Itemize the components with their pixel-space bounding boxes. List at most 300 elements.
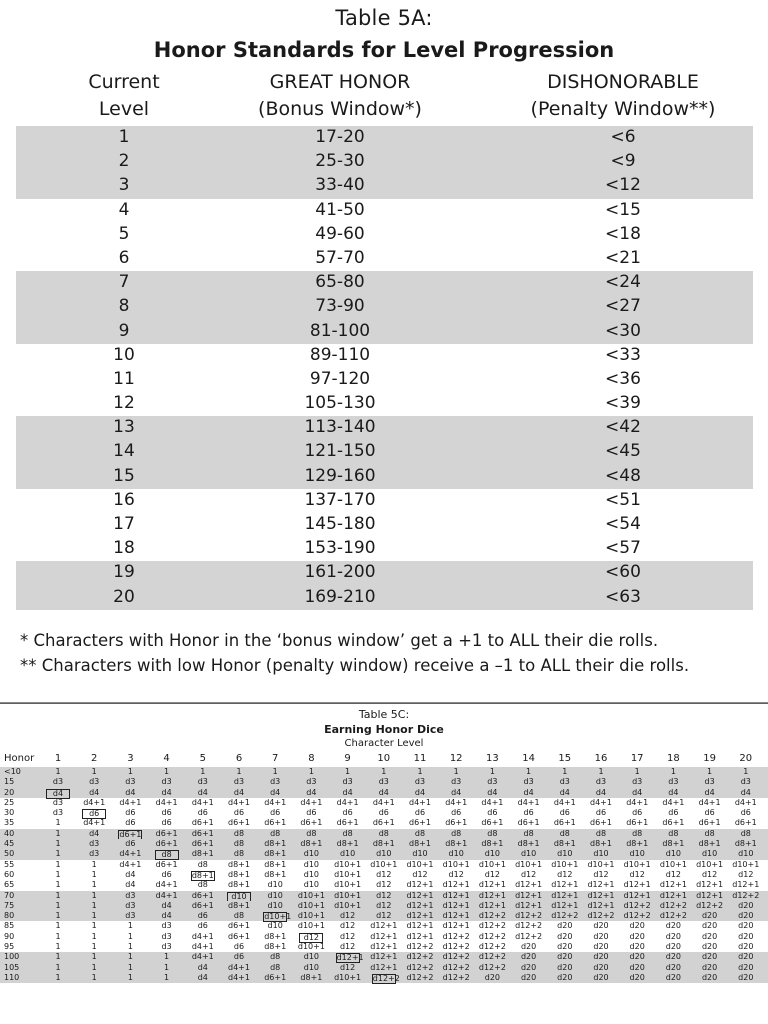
table-row (0, 901, 768, 911)
table-row (16, 126, 753, 150)
level-cell: 8 (118, 296, 130, 317)
dice-cell: d8+1 (734, 839, 757, 849)
dice-cell: d8 (233, 911, 245, 921)
dice-cell: d20 (738, 921, 754, 931)
header-dishonorable-line2: (Penalty Window**) (530, 98, 716, 120)
level-column-header: 14 (522, 753, 535, 764)
honor-cell: 60 (4, 869, 15, 879)
dice-cell: 1 (272, 767, 278, 776)
dice-cell: d12+1 (370, 921, 398, 931)
dice-cell: d12+2 (406, 962, 434, 972)
honor-cell: 75 (4, 900, 15, 910)
table-row (0, 952, 768, 962)
dice-cell: d4 (197, 962, 208, 972)
dice-cell: d6+1 (191, 828, 214, 838)
level-column-header: 11 (413, 753, 427, 764)
dice-cell: d12+2 (515, 911, 543, 921)
dice-cell: d8+1 (191, 849, 214, 859)
dice-cell: d4+1 (409, 797, 431, 807)
header-great-honor-line1: GREAT HONOR (269, 71, 411, 93)
table-5c-subtitle: Earning Honor Dice (324, 723, 444, 736)
great-honor-cell: 161-200 (304, 562, 376, 583)
dice-cell: d6 (233, 952, 245, 962)
dice-cell: d3 (89, 839, 100, 849)
level-column-header: 1 (54, 753, 62, 764)
dice-cell: 1 (55, 869, 61, 879)
dice-cell: d4 (161, 787, 172, 797)
dice-cell: 1 (91, 972, 97, 982)
dice-cell: d20 (629, 942, 645, 952)
dice-cell: d8+1 (264, 849, 287, 859)
dice-cell: d10 (593, 849, 609, 859)
dice-cell: d6 (342, 808, 353, 818)
dice-cell: 1 (55, 931, 61, 941)
dice-cell: d3 (523, 777, 534, 787)
table-row (16, 344, 753, 368)
dice-cell: d20 (557, 942, 573, 952)
dice-cell: 1 (91, 890, 97, 900)
dice-cell: d3 (161, 931, 172, 941)
dice-cell: d4 (270, 787, 281, 797)
dice-cell: 1 (91, 921, 97, 931)
dice-cell: d20 (701, 952, 718, 962)
dice-cell: d4+1 (553, 797, 576, 807)
dice-cell: d6 (161, 818, 172, 828)
dice-cell: d12+2 (406, 972, 434, 982)
dice-cell: d10 (448, 849, 464, 859)
level-column-header: 7 (272, 753, 279, 764)
dice-cell: d20 (593, 952, 609, 962)
dice-cell: d20 (665, 942, 682, 952)
honor-cell: 55 (4, 859, 15, 869)
dice-cell: d4+1 (155, 890, 178, 900)
highlighted-dice-cell: d10+1 (264, 912, 292, 922)
dice-cell: d3 (52, 808, 64, 818)
dishonorable-cell: <63 (605, 586, 641, 607)
dice-cell: d6 (306, 808, 317, 818)
dice-cell: d6 (270, 808, 281, 818)
table-row (0, 808, 768, 818)
dice-cell: d10+1 (334, 972, 362, 982)
dice-cell: 1 (91, 900, 97, 910)
dice-cell: d4 (125, 880, 136, 890)
dice-cell: 1 (634, 767, 640, 776)
honor-cell: 50 (4, 849, 15, 859)
great-honor-cell: 89-110 (309, 344, 371, 365)
dice-cell: d10+1 (297, 911, 325, 921)
level-cell: 4 (118, 199, 130, 220)
dice-cell: d12+1 (370, 931, 398, 941)
dice-cell: d10+1 (297, 942, 325, 952)
dice-cell: d12+1 (515, 900, 543, 910)
dice-cell: d8+1 (662, 839, 685, 849)
dice-cell: d20 (738, 942, 754, 952)
level-cell: 19 (113, 562, 135, 583)
dice-cell: d12+1 (696, 890, 724, 900)
honor-cell: 90 (4, 931, 15, 941)
dice-cell: d3 (414, 777, 426, 787)
dice-cell: d12+2 (442, 962, 470, 972)
dice-cell: d12+2 (623, 911, 651, 921)
dice-cell: d4 (89, 787, 100, 797)
dice-cell: d4 (668, 787, 679, 797)
honor-cell: <10 (4, 767, 21, 776)
dice-cell: d3 (52, 797, 64, 807)
dice-cell: 1 (164, 767, 170, 776)
dice-cell: d6+1 (734, 818, 757, 828)
level-column-header: 2 (91, 753, 98, 764)
highlighted-dice-cell: d6 (82, 809, 106, 819)
dice-cell: 1 (55, 839, 61, 849)
dice-cell: d12+1 (406, 921, 434, 931)
dice-cell: d6+1 (553, 818, 576, 828)
dice-cell: 1 (670, 767, 676, 776)
great-honor-cell: 137-170 (304, 489, 376, 510)
dice-cell: d10+1 (442, 859, 470, 869)
dice-cell: d20 (701, 942, 718, 952)
dice-cell: d8 (668, 828, 679, 838)
header-great-honor-line2: (Bonus Window*) (258, 98, 422, 120)
great-honor-cell: 81-100 (309, 320, 371, 341)
dice-cell: d12+1 (442, 880, 470, 890)
dice-cell: d12+1 (587, 900, 615, 910)
dishonorable-cell: <12 (605, 175, 641, 196)
table-5c-header-row (0, 752, 768, 767)
dice-cell: d3 (52, 777, 64, 787)
dice-cell: 1 (91, 911, 97, 921)
dice-cell: d4+1 (191, 952, 214, 962)
table-row (0, 942, 768, 952)
dishonorable-cell: <60 (605, 562, 641, 583)
dice-cell: d8+1 (553, 839, 576, 849)
level-cell: 15 (113, 465, 135, 486)
table-row (16, 416, 753, 440)
dice-cell: d3 (668, 777, 679, 787)
dice-cell: d4+1 (445, 797, 468, 807)
level-column-header: 16 (594, 753, 608, 764)
dice-cell: d8 (342, 828, 353, 838)
table-row (0, 973, 768, 983)
dice-cell: 1 (127, 931, 133, 941)
dice-cell: d20 (593, 931, 609, 941)
dice-cell: d12+2 (659, 911, 687, 921)
dice-cell: d3 (233, 777, 245, 787)
dice-cell: 1 (598, 767, 604, 776)
dice-cell: d6+1 (590, 818, 612, 828)
dice-cell: d12 (629, 869, 645, 879)
dice-cell: d3 (632, 777, 643, 787)
dice-cell: d8 (704, 828, 715, 838)
dice-cell: d3 (89, 849, 100, 859)
table-row (0, 777, 768, 787)
highlighted-dice-cell: d10 (227, 892, 251, 902)
honor-cell: 95 (4, 942, 15, 952)
dice-cell: d12+1 (732, 880, 760, 890)
dice-cell: d20 (665, 952, 682, 962)
table-row (16, 295, 753, 319)
level-column-header: 20 (739, 753, 753, 764)
dice-cell: d20 (738, 962, 754, 972)
dice-cell: d20 (738, 972, 754, 982)
dice-cell: d4+1 (372, 797, 395, 807)
dice-cell: 1 (489, 767, 495, 776)
dice-cell: d20 (701, 911, 718, 921)
dice-cell: d10 (303, 880, 320, 890)
dice-cell: d8+1 (626, 839, 649, 849)
dice-cell: d12+2 (623, 900, 651, 910)
dice-cell: d4 (161, 911, 172, 921)
level-cell: 20 (113, 586, 135, 607)
table-row (0, 921, 768, 931)
level-cell: 6 (118, 247, 130, 268)
dice-cell: d4 (197, 787, 208, 797)
great-honor-cell: 97-120 (309, 368, 371, 389)
dice-cell: d10+1 (334, 859, 362, 869)
dice-cell: d4+1 (119, 849, 142, 859)
dice-cell: d20 (557, 952, 573, 962)
dice-cell: d4 (595, 787, 607, 797)
dice-cell: d10+1 (297, 890, 325, 900)
dishonorable-cell: <9 (610, 151, 636, 172)
dice-cell: d4 (342, 787, 353, 797)
dice-cell: d10 (557, 849, 573, 859)
dice-cell: d6 (523, 808, 534, 818)
table-5a-title: Table 5A: (335, 6, 433, 30)
great-honor-cell: 169-210 (304, 586, 376, 607)
dice-cell: 1 (91, 962, 97, 972)
dice-cell: 1 (55, 818, 61, 828)
dishonorable-cell: <6 (610, 127, 636, 147)
highlighted-dice-cell: d12+2 (372, 973, 400, 983)
level-cell: 1 (118, 127, 130, 147)
dice-cell: d12+1 (370, 952, 398, 962)
table-row (16, 465, 753, 489)
dice-cell: d10+1 (297, 900, 325, 910)
dice-cell: d6+1 (626, 818, 649, 828)
dice-cell: d3 (487, 777, 498, 787)
dice-cell: d20 (701, 931, 718, 941)
dice-cell: d4 (451, 787, 462, 797)
great-honor-cell: 17-20 (315, 127, 365, 147)
dice-cell: d4 (632, 787, 643, 797)
level-cell: 10 (113, 344, 135, 365)
dice-cell: 1 (127, 921, 133, 931)
honor-cell: 30 (4, 808, 15, 818)
dice-cell: d12+2 (478, 962, 506, 972)
great-honor-cell: 129-160 (304, 465, 376, 486)
dice-cell: d12+1 (696, 880, 724, 890)
dice-cell: d6 (125, 839, 136, 849)
dice-cell: d12+2 (551, 911, 579, 921)
dice-cell: d4 (378, 787, 389, 797)
dice-cell: d10 (303, 869, 320, 879)
footnote-penalty: ** Characters with low Honor (penalty window) receive a –1 to ALL their die rolls. (20, 656, 690, 675)
dice-cell: d12+1 (478, 890, 506, 900)
dice-cell: 1 (127, 942, 133, 952)
dice-cell: d6 (125, 818, 136, 828)
dice-cell: d6 (125, 808, 136, 818)
dice-cell: d12+1 (442, 900, 470, 910)
dishonorable-cell: <18 (605, 223, 641, 244)
dice-cell: 1 (164, 952, 170, 962)
dice-cell: d12+2 (659, 900, 687, 910)
dice-cell: d6 (451, 808, 462, 818)
level-cell: 12 (113, 393, 135, 414)
dice-cell: d12 (339, 921, 356, 931)
dice-cell: d20 (701, 921, 718, 931)
dice-cell: d12+1 (659, 880, 687, 890)
highlighted-dice-cell: d8+1 (191, 870, 214, 880)
dice-cell: 1 (55, 900, 61, 910)
dice-cell: d6 (197, 808, 208, 818)
dishonorable-cell: <45 (605, 441, 641, 462)
dice-cell: d20 (738, 900, 754, 910)
dice-cell: d3 (595, 777, 607, 787)
table-row (0, 849, 768, 859)
dice-cell: d20 (629, 931, 645, 941)
dice-cell: d6+1 (155, 839, 178, 849)
dice-cell: d6 (233, 808, 245, 818)
dice-cell: d8+1 (481, 839, 504, 849)
dice-cell: d20 (557, 931, 573, 941)
dice-cell: d10+1 (659, 859, 687, 869)
dice-cell: 1 (127, 767, 133, 776)
dice-cell: d8 (451, 828, 462, 838)
dice-cell: d10+1 (370, 859, 398, 869)
table-5c-page (0, 704, 768, 1024)
dice-cell: d4+1 (191, 942, 214, 952)
dice-cell: d4 (414, 787, 426, 797)
dice-cell: d12 (665, 869, 682, 879)
honor-cell: 45 (4, 839, 15, 849)
dice-cell: d10 (412, 849, 428, 859)
dice-cell: d3 (378, 777, 389, 787)
table-row (16, 368, 753, 392)
dishonorable-cell: <36 (605, 368, 641, 389)
dice-cell: d8 (559, 828, 570, 838)
dice-cell: d12+2 (587, 911, 615, 921)
dice-cell: d12+2 (515, 921, 543, 931)
dice-cell: d12 (376, 869, 392, 879)
dice-cell: 1 (91, 942, 97, 952)
dice-cell: d20 (593, 962, 609, 972)
dice-cell: d8+1 (264, 942, 287, 952)
dice-cell: d6+1 (191, 839, 214, 849)
dice-cell: d6+1 (517, 818, 540, 828)
honor-cell: 15 (4, 777, 15, 787)
table-5c-body (0, 767, 768, 983)
dice-cell: d6 (632, 808, 643, 818)
great-honor-cell: 33-40 (315, 175, 365, 196)
dice-cell: 1 (127, 962, 133, 972)
dice-cell: 1 (91, 767, 97, 776)
dice-cell: d4+1 (336, 797, 359, 807)
honor-cell: 80 (4, 911, 15, 921)
dice-cell: d8+1 (517, 839, 540, 849)
dice-cell: d12 (376, 911, 392, 921)
table-5c-title: Table 5C: (358, 708, 410, 721)
dice-cell: d10 (267, 900, 283, 910)
dice-cell: d8+1 (409, 839, 431, 849)
dice-cell: d8 (306, 828, 317, 838)
dice-cell: d12+2 (478, 911, 506, 921)
dice-cell: 1 (91, 869, 97, 879)
dice-cell: d12 (520, 869, 537, 879)
dice-cell: d3 (306, 777, 317, 787)
level-column-header: 17 (630, 753, 644, 764)
dice-cell: d4 (233, 787, 245, 797)
dice-cell: d12+2 (442, 972, 470, 982)
great-honor-cell: 57-70 (315, 247, 365, 268)
table-row (16, 561, 753, 585)
table-row (0, 911, 768, 921)
table-row (16, 174, 753, 198)
dice-cell: 1 (91, 859, 97, 869)
header-current-level-line1: Current (88, 71, 160, 93)
dice-cell: d12 (376, 900, 392, 910)
dice-cell: d8 (233, 839, 245, 849)
dice-cell: d6 (197, 921, 208, 931)
dice-cell: d4+1 (191, 931, 214, 941)
dice-cell: d8 (414, 828, 426, 838)
level-column-header: 3 (127, 753, 134, 764)
level-cell: 14 (113, 441, 135, 462)
dice-cell: d8 (197, 880, 208, 890)
dice-cell: d10+1 (732, 859, 760, 869)
great-honor-cell: 73-90 (315, 296, 365, 317)
dice-cell: d20 (665, 921, 682, 931)
dice-cell: d12+1 (587, 890, 615, 900)
dice-cell: d4 (197, 972, 208, 982)
honor-cell: 110 (4, 972, 20, 982)
dice-cell: d3 (89, 777, 100, 787)
level-column-header: 4 (163, 753, 170, 764)
dice-cell: d8 (233, 849, 245, 859)
dice-cell: d8+1 (228, 880, 250, 890)
dice-cell: d6 (668, 808, 679, 818)
dice-cell: d4+1 (626, 797, 649, 807)
table-row (16, 392, 753, 416)
dice-cell: d10 (738, 849, 754, 859)
dice-cell: d12+2 (732, 890, 760, 900)
dice-cell: 1 (55, 972, 61, 982)
dice-cell: d12+2 (406, 942, 434, 952)
highlighted-dice-cell: d6+1 (119, 829, 142, 839)
dice-cell: d4+1 (83, 818, 106, 828)
dice-cell: 1 (55, 952, 61, 962)
dishonorable-cell: <39 (605, 393, 641, 414)
table-row (0, 798, 768, 808)
dishonorable-cell: <27 (605, 296, 641, 317)
dice-cell: d4+1 (698, 797, 721, 807)
dice-cell: 1 (55, 921, 61, 931)
highlighted-dice-cell: d4 (46, 789, 70, 799)
dice-cell: d8 (378, 828, 389, 838)
dice-cell: d8+1 (228, 859, 250, 869)
dice-cell: d6 (414, 808, 426, 818)
table-row (0, 932, 768, 942)
table-row (16, 271, 753, 295)
level-cell: 9 (118, 320, 130, 341)
dice-cell: d3 (197, 777, 208, 787)
level-column-header: 19 (703, 753, 716, 764)
dice-cell: 1 (164, 962, 170, 972)
dice-cell: d12+1 (406, 900, 434, 910)
dishonorable-cell: <15 (605, 199, 641, 220)
dice-cell: d8 (270, 828, 281, 838)
level-column-header: 18 (667, 753, 680, 764)
dice-cell: d12 (339, 931, 356, 941)
